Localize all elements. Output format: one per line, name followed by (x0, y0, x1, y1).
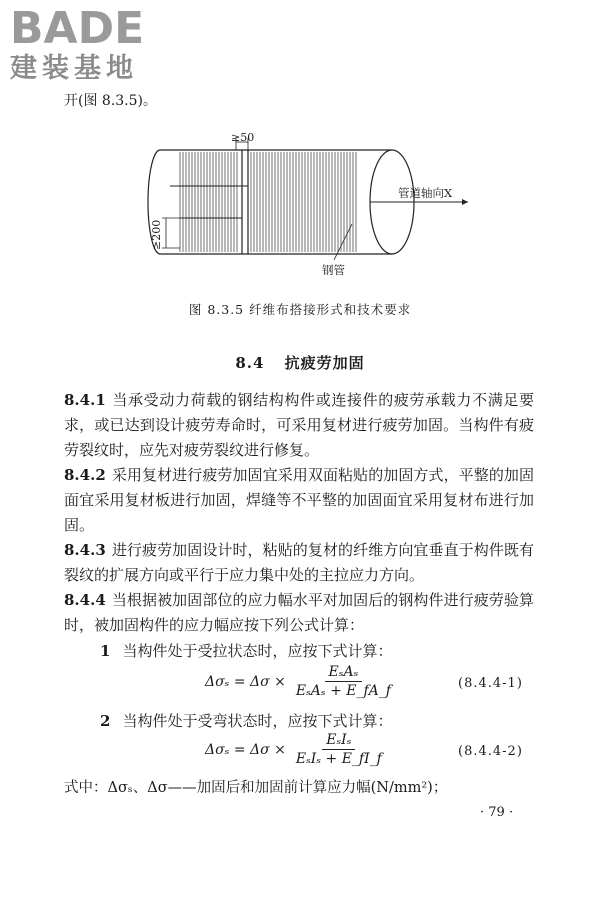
equation-numerator: EₛAₛ (325, 664, 363, 682)
equation-lhs: Δσₛ = Δσ × (205, 741, 286, 758)
clause-text: 进行疲劳加固设计时，粘贴的复材的纤维方向宜垂直于构件既有裂纹的扩展方向或平行于应力集中处的主拉应力方向。 (64, 541, 534, 584)
item-number: 1 (100, 642, 111, 660)
continuation-text: 开(图 8.3.5)。 (64, 93, 157, 109)
equation-denominator: EₛIₛ + E_fI_f (295, 751, 382, 767)
item-2 (100, 710, 392, 731)
logo-subtitle: 建装基地 (10, 53, 138, 84)
logo (6, 4, 176, 88)
item-number: 2 (100, 712, 111, 730)
clause-number: 8.4.3 (64, 541, 106, 559)
equation-1 (205, 664, 395, 699)
clause-8-4-1 (64, 388, 534, 463)
fiber-lap-figure (130, 128, 470, 288)
clause-text: 当根据被加固部位的应力幅水平对加固后的钢构件进行疲劳验算时，被加固构件的应力幅应按下列公式计算： (64, 591, 534, 634)
clause-text: 采用复材进行疲劳加固宜采用双面粘贴的加固方式，平整的加固面宜采用复材板进行加固，焊缝等不平整的加固面宜采用复材布进行加固。 (64, 466, 534, 534)
clause-number: 8.4.2 (64, 466, 106, 484)
length-label: ≥200 (150, 219, 163, 250)
item-text: 当构件处于受拉状态时，应按下式计算： (122, 642, 393, 660)
equation-denominator: EₛAₛ + E_fA_f (295, 683, 391, 699)
clause-number: 8.4.4 (64, 591, 106, 609)
clause-number: 8.4.1 (64, 391, 106, 409)
equation-2 (205, 732, 386, 767)
equation-fraction (292, 732, 386, 767)
equation-numerator: EₛIₛ (322, 732, 355, 750)
item-text: 当构件处于受弯状态时，应按下式计算： (122, 712, 393, 730)
symbol-definition: 式中：Δσₛ、Δσ——加固后和加固前计算应力幅(N/mm²)； (64, 780, 448, 796)
clause-8-4-3 (64, 538, 534, 588)
section-number: 8.4 (235, 354, 265, 372)
section-title (0, 352, 600, 373)
figure-caption: 图 8.3.5 纤维布搭接形式和技术要求 (188, 302, 412, 317)
equation-lhs: Δσₛ = Δσ × (205, 673, 286, 690)
equation-number: (8.4.4-2) (458, 744, 523, 759)
item-1 (100, 640, 392, 661)
logo-brand: BADE (10, 3, 145, 54)
clause-text: 当承受动力荷载的钢结构构件或连接件的疲劳承载力不满足要求，或已达到设计疲劳寿命时，可采用复材进行疲劳加固。当构件有疲劳裂纹时，应先对疲劳裂纹进行修复。 (64, 391, 534, 459)
spacing-label: ≥50 (231, 131, 255, 144)
section-heading: 抗疲劳加固 (284, 354, 365, 372)
page-number: · 79 · (480, 805, 514, 820)
equation-fraction (292, 664, 395, 699)
clause-8-4-2 (64, 463, 534, 538)
equation-number: (8.4.4-1) (458, 676, 523, 691)
pipe-label: 钢管 (322, 263, 345, 277)
clause-8-4-4 (64, 588, 534, 638)
axis-label: 管道轴向X (398, 186, 453, 200)
